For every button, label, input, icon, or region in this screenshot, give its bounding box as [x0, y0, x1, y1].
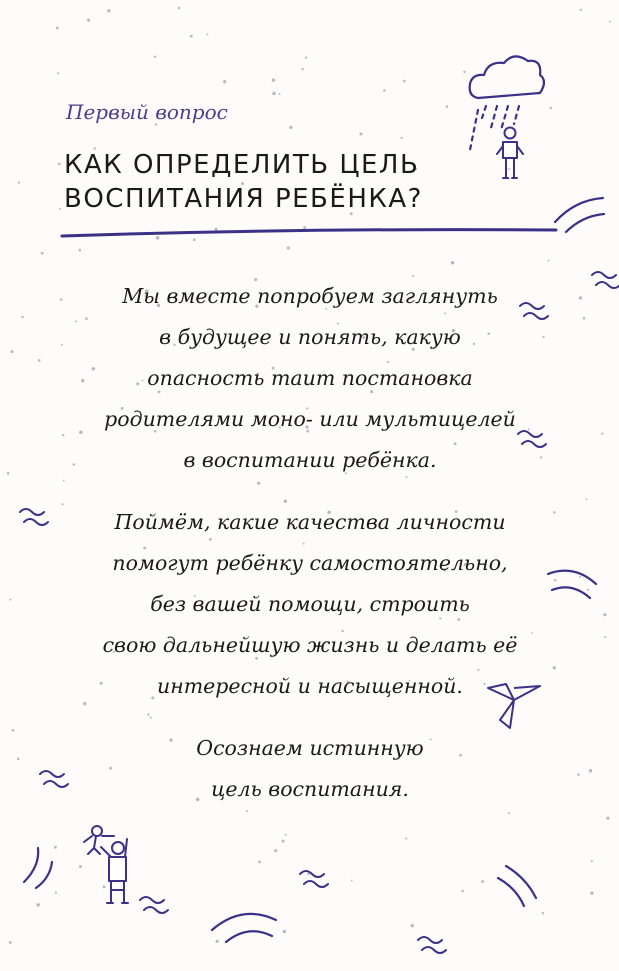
- decor-dot: [461, 890, 464, 893]
- decor-dot: [282, 840, 285, 843]
- decor-dot: [305, 57, 307, 59]
- standing-child-icon: [497, 128, 523, 179]
- decor-dot: [215, 940, 218, 943]
- decor-dot: [11, 350, 14, 353]
- decor-dot: [603, 613, 606, 616]
- decor-dot: [279, 93, 281, 95]
- decor-dot: [272, 78, 276, 82]
- decor-dot: [78, 249, 81, 252]
- decor-dot: [580, 9, 582, 11]
- decor-dot: [87, 19, 90, 22]
- decor-dot: [606, 817, 609, 820]
- decor-dot: [463, 70, 466, 73]
- decor-dot: [17, 758, 20, 761]
- decor-dot: [609, 21, 611, 23]
- decor-dot: [586, 498, 588, 500]
- decor-dot: [283, 930, 286, 933]
- decor-dot: [601, 432, 603, 434]
- text-line: Поймём, какие качества личности: [114, 510, 506, 534]
- decor-dot: [401, 137, 403, 139]
- decor-dot: [193, 238, 196, 241]
- title-line: КАК ОПРЕДЕЛИТЬ ЦЕЛЬ: [64, 150, 420, 180]
- decor-dot: [41, 252, 44, 255]
- decor-dot: [36, 903, 40, 907]
- text-line: Осознаем истинную: [196, 736, 424, 760]
- decor-dot: [59, 208, 61, 210]
- paragraph-2: [40, 502, 580, 707]
- text-line: без вашей помощи, строить: [150, 592, 470, 616]
- decor-dot: [246, 810, 248, 812]
- decor-dot: [178, 7, 181, 10]
- decor-dot: [287, 246, 290, 249]
- decor-dot: [589, 769, 592, 772]
- text-line: в будущее и понять, какую: [159, 325, 461, 349]
- decor-dot: [405, 837, 407, 839]
- decor-dot: [55, 891, 57, 893]
- decor-dot: [58, 162, 61, 165]
- decor-dot: [56, 27, 59, 30]
- decor-dot: [79, 865, 82, 868]
- paragraph-3: [40, 728, 580, 810]
- decor-dot: [451, 261, 455, 265]
- decor-dot: [508, 812, 510, 814]
- decor-dot: [481, 880, 484, 883]
- text-line: цель воспитания.: [211, 777, 409, 801]
- page-title: [64, 148, 494, 216]
- decor-dot: [550, 107, 553, 110]
- decor-dot: [147, 713, 149, 715]
- text-line: интересной и насыщенной.: [157, 674, 463, 698]
- decor-dot: [18, 181, 20, 183]
- decor-dot: [274, 849, 277, 852]
- decor-dot: [57, 72, 59, 74]
- decor-dot: [7, 472, 10, 475]
- decor-dot: [547, 260, 549, 262]
- decor-dot: [411, 924, 414, 927]
- decor-dot: [289, 126, 292, 129]
- title-underline: [62, 230, 556, 236]
- decor-dot: [583, 317, 586, 320]
- decor-dot: [257, 482, 260, 485]
- decor-dot: [154, 55, 156, 57]
- text-line: в воспитании ребёнка.: [183, 448, 437, 472]
- text-line: свою дальнейшую жизнь и делать её: [102, 633, 518, 657]
- decor-dot: [103, 885, 106, 888]
- decor-dot: [604, 636, 606, 638]
- decor-dot: [383, 89, 386, 92]
- decor-dot: [190, 35, 193, 38]
- title-line: ВОСПИТАНИЯ РЕБЁНКА?: [64, 184, 423, 214]
- decor-dot: [9, 599, 11, 601]
- decor-dot: [107, 9, 110, 12]
- parent-lifting-child-icon: [84, 826, 128, 903]
- decor-dot: [223, 80, 226, 83]
- decor-dot: [156, 236, 160, 240]
- text-line: родителями моно- или мультицелей: [104, 407, 516, 431]
- text-line: помогут ребёнку самостоятельно,: [112, 551, 508, 575]
- decor-dot: [54, 846, 57, 849]
- decor-dot: [590, 891, 593, 894]
- decor-dot: [359, 132, 362, 135]
- decor-dot: [258, 860, 261, 863]
- decor-dot: [446, 105, 449, 108]
- section-kicker: Первый вопрос: [66, 100, 228, 124]
- decor-dot: [587, 589, 589, 591]
- decor-dot: [591, 860, 593, 862]
- decor-dot: [303, 226, 306, 229]
- paragraph-1: [40, 276, 580, 481]
- decor-dot: [301, 68, 303, 70]
- text-line: Мы вместе попробуем заглянуть: [122, 284, 498, 308]
- decor-dot: [285, 834, 287, 836]
- decor-dot: [351, 880, 353, 882]
- decor-dot: [272, 92, 276, 96]
- text-line: опасность таит постановка: [147, 366, 473, 390]
- decor-dot: [206, 33, 208, 35]
- decor-dot: [9, 941, 12, 944]
- decor-dot: [150, 717, 152, 719]
- decor-dot: [403, 80, 406, 83]
- decor-dot: [21, 316, 23, 318]
- decor-dot: [508, 168, 510, 170]
- decor-dot: [12, 729, 15, 732]
- decor-dot: [542, 912, 544, 914]
